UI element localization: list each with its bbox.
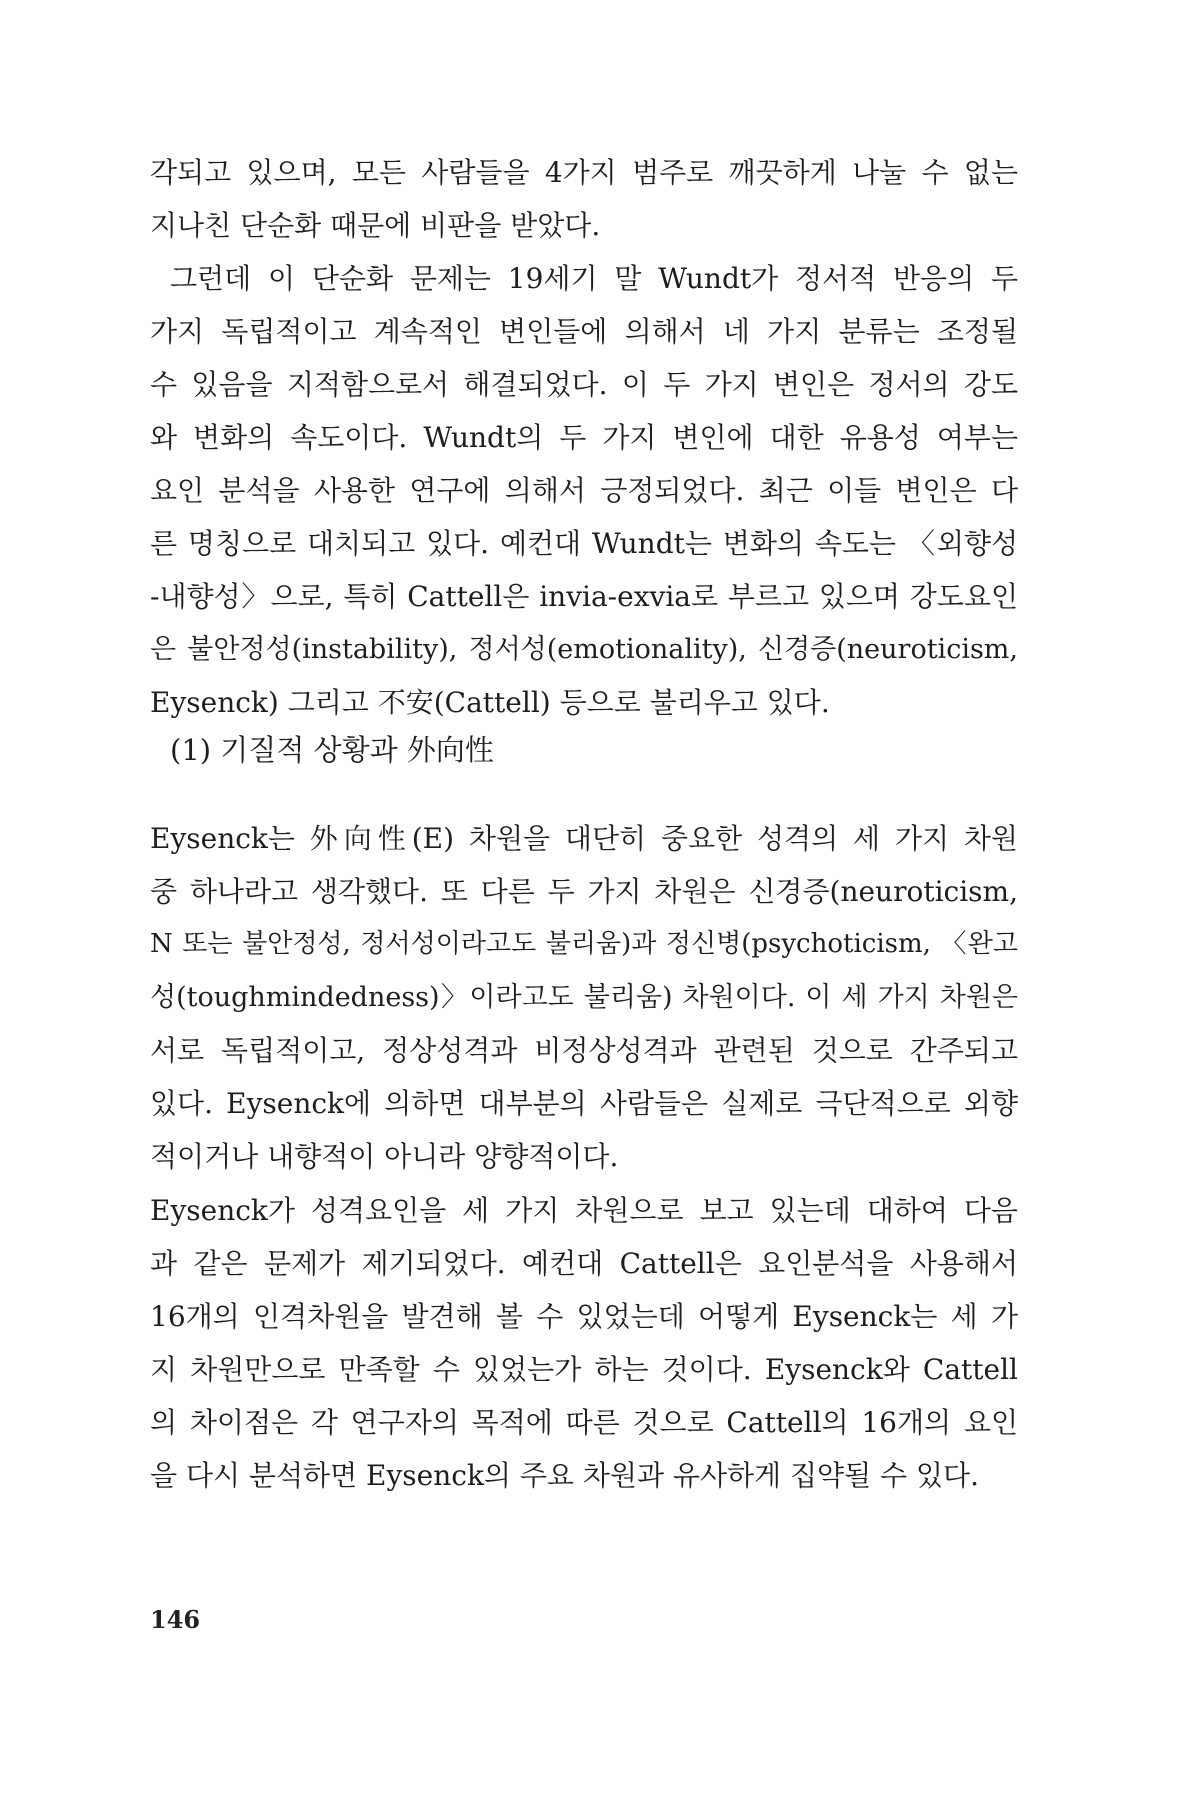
text-line: 요인 분석을 사용한 연구에 의해서 긍정되었다. 최근 이들 변인은 다	[150, 474, 1018, 507]
eysenck-paragraph	[150, 812, 1018, 1183]
text-line: 서로 독립적이고, 정상성격과 비정상성격과 관련된 것으로 간주되고	[150, 1034, 1018, 1067]
text-line: Eysenck는 外向性(E) 차원을 대단히 중요한 성격의 세 가지 차원	[150, 822, 1018, 855]
text-line: 있다. Eysenck에 의하면 대부분의 사람들은 실제로 극단적으로 외향	[150, 1087, 1018, 1120]
cattell-paragraph	[150, 1184, 1018, 1502]
wundt-paragraph	[150, 252, 1018, 729]
text-line: 과 같은 문제가 제기되었다. 예컨대 Cattell은 요인분석을 사용해서	[150, 1247, 1018, 1280]
page-number: 146	[150, 1605, 201, 1634]
text-line: 각되고 있으며, 모든 사람들을 4가지 범주로 깨끗하게 나눌 수 없는	[150, 156, 1018, 189]
text-line: 수 있음을 지적함으로서 해결되었다. 이 두 가지 변인은 정서의 강도	[150, 368, 1018, 401]
text-line: 중 하나라고 생각했다. 또 다른 두 가지 차원은 신경증(neuroticism,	[150, 875, 1018, 908]
text-line: 지 차원만으로 만족할 수 있었는가 하는 것이다. Eysenck와 Cattell	[150, 1353, 1018, 1386]
text-line: 그런데 이 단순화 문제는 19세기 말 Wundt가 정서적 반응의 두	[170, 262, 1018, 295]
text-line: 가지 독립적이고 계속적인 변인들에 의해서 네 가지 분류는 조정될	[150, 315, 1018, 348]
text-line: 16개의 인격차원을 발견해 볼 수 있었는데 어떻게 Eysenck는 세 가	[150, 1300, 1018, 1333]
text-line: 적이거나 내향적이 아니라 양향적이다.	[150, 1140, 619, 1173]
text-line: 의 차이점은 각 연구자의 목적에 따른 것으로 Cattell의 16개의 요인	[150, 1406, 1018, 1439]
text-line: 지나친 단순화 때문에 비판을 받았다.	[150, 209, 601, 242]
text-line: Eysenck가 성격요인을 세 가지 차원으로 보고 있는데 대하여 다음	[150, 1194, 1018, 1227]
text-line: 은 불안정성(instability), 정서성(emotionality), 신경증(neuroticism,	[150, 634, 1018, 665]
text-line: 른 명칭으로 대치되고 있다. 예컨대 Wundt는 변화의 속도는 〈외향성	[150, 527, 1018, 560]
text-line: 와 변화의 속도이다. Wundt의 두 가지 변인에 대한 유용성 여부는	[150, 421, 1018, 454]
text-line: 을 다시 분석하면 Eysenck의 주요 차원과 유사하게 집약될 수 있다.	[150, 1459, 979, 1492]
text-line: -내향성〉으로, 특히 Cattell은 invia-exvia로 부르고 있으며 강도요인	[150, 580, 1018, 613]
text-line: 성(toughmindedness)〉이라고도 불리움) 차원이다. 이 세 가지 차원은	[150, 982, 1018, 1013]
section-heading: (1) 기질적 상황과 外向性	[170, 733, 494, 767]
text-line: N 또는 불안정성, 정서성이라고도 불리움)과 정신병(psychoticism, 〈완고	[150, 929, 1018, 959]
text-line: Eysenck) 그리고 不安(Cattell) 등으로 불리우고 있다.	[150, 686, 830, 719]
intro-paragraph	[150, 146, 1018, 252]
